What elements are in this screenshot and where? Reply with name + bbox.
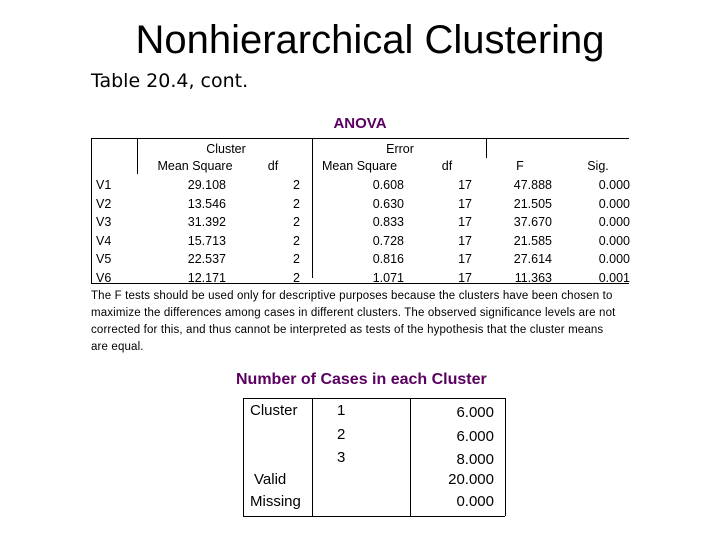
- cases-valid-label: Valid: [254, 471, 287, 488]
- cluster-id: 1: [337, 402, 346, 419]
- error-df: 17: [458, 252, 472, 267]
- f-value: 21.505: [513, 196, 552, 211]
- anova-footnote: The F tests should be used only for descriptive purposes because the clusters have been chosen to maximize the differences among cases in different clusters. The observed significance levels are not corrected for this, and thus cannot be interpreted as tests of the hypothesis that the cluster means are equal.: [91, 290, 616, 353]
- slide-title: Nonhierarchical Clustering: [135, 18, 605, 62]
- cases-missing-label: Missing: [250, 493, 301, 510]
- error-mean-square: 0.728: [372, 233, 404, 248]
- error-mean-square: 0.630: [372, 196, 404, 211]
- error-df: 17: [458, 196, 472, 211]
- error-df: 17: [458, 233, 472, 248]
- sig-value: 0.001: [598, 271, 630, 285]
- table-left-border: [91, 138, 92, 283]
- sig-value: 0.000: [598, 178, 630, 192]
- cluster-df: 2: [293, 233, 300, 248]
- error-f-divider: [486, 138, 487, 158]
- cluster-df: 2: [293, 196, 300, 211]
- cluster-case-count: 6.000: [456, 404, 494, 421]
- anova-title: ANOVA: [333, 115, 387, 132]
- row-variable: V3: [96, 215, 112, 230]
- cases-left-border: [243, 398, 244, 516]
- cases-cluster-label: Cluster: [250, 402, 298, 419]
- col-header-cluster-df: df: [267, 159, 279, 173]
- cases-id-divider: [410, 398, 411, 516]
- cluster-mean-square: 31.392: [187, 215, 226, 230]
- cluster-df: 2: [293, 271, 300, 285]
- cases-top-border: [243, 398, 505, 399]
- f-value: 27.614: [513, 252, 552, 267]
- cluster-df: 2: [293, 252, 300, 267]
- error-df: 17: [458, 178, 472, 192]
- f-value: 11.363: [514, 271, 552, 285]
- cluster-id: 2: [337, 425, 346, 443]
- cluster-mean-square: 12.171: [187, 271, 226, 285]
- error-mean-square: 0.833: [372, 215, 404, 230]
- col-header-f: F: [516, 159, 524, 173]
- error-mean-square: 0.608: [372, 178, 404, 192]
- f-value: 21.585: [513, 233, 552, 248]
- row-variable: V2: [96, 196, 112, 211]
- cluster-mean-square: 29.108: [187, 178, 226, 192]
- cases-bottom-border: [243, 516, 505, 517]
- cases-label-divider: [312, 398, 313, 516]
- header-cluster: Cluster: [206, 142, 246, 156]
- f-value: 37.670: [513, 215, 552, 230]
- row-variable: V5: [96, 252, 112, 267]
- cases-title: Number of Cases in each Cluster: [236, 371, 487, 388]
- cluster-df: 2: [293, 178, 300, 192]
- cluster-df: 2: [293, 215, 300, 230]
- col-header-error-mean-square: Mean Square: [321, 159, 398, 173]
- header-error: Error: [386, 142, 414, 156]
- cluster-case-count: 6.000: [456, 427, 494, 445]
- cases-right-border: [505, 398, 506, 516]
- slide-subtitle: Table 20.4, cont.: [91, 70, 249, 92]
- cluster-mean-square: 15.713: [187, 233, 226, 248]
- cases-valid-count: 20.000: [448, 471, 494, 488]
- stub-divider: [137, 138, 138, 174]
- f-value: 47.888: [513, 178, 552, 192]
- error-mean-square: 0.816: [372, 252, 404, 267]
- col-header-sig: Sig.: [587, 159, 609, 173]
- row-variable: V1: [96, 178, 112, 192]
- error-df: 17: [458, 215, 472, 230]
- cluster-case-count: 8.000: [456, 451, 494, 468]
- error-mean-square: 1.071: [372, 271, 404, 285]
- sig-value: 0.000: [598, 233, 630, 248]
- error-df: 17: [458, 271, 472, 285]
- col-header-cluster-mean-square: Mean Square: [157, 159, 233, 173]
- table-top-border: [91, 138, 629, 139]
- row-variable: V6: [96, 271, 112, 285]
- cluster-mean-square: 22.537: [187, 252, 226, 267]
- row-variable: V4: [96, 233, 112, 248]
- cases-missing-count: 0.000: [456, 493, 494, 510]
- sig-value: 0.000: [598, 252, 630, 267]
- sig-value: 0.000: [598, 196, 630, 211]
- cluster-id: 3: [337, 449, 346, 466]
- sig-value: 0.000: [598, 215, 630, 230]
- cluster-mean-square: 13.546: [187, 196, 226, 211]
- col-header-error-df: df: [441, 159, 453, 173]
